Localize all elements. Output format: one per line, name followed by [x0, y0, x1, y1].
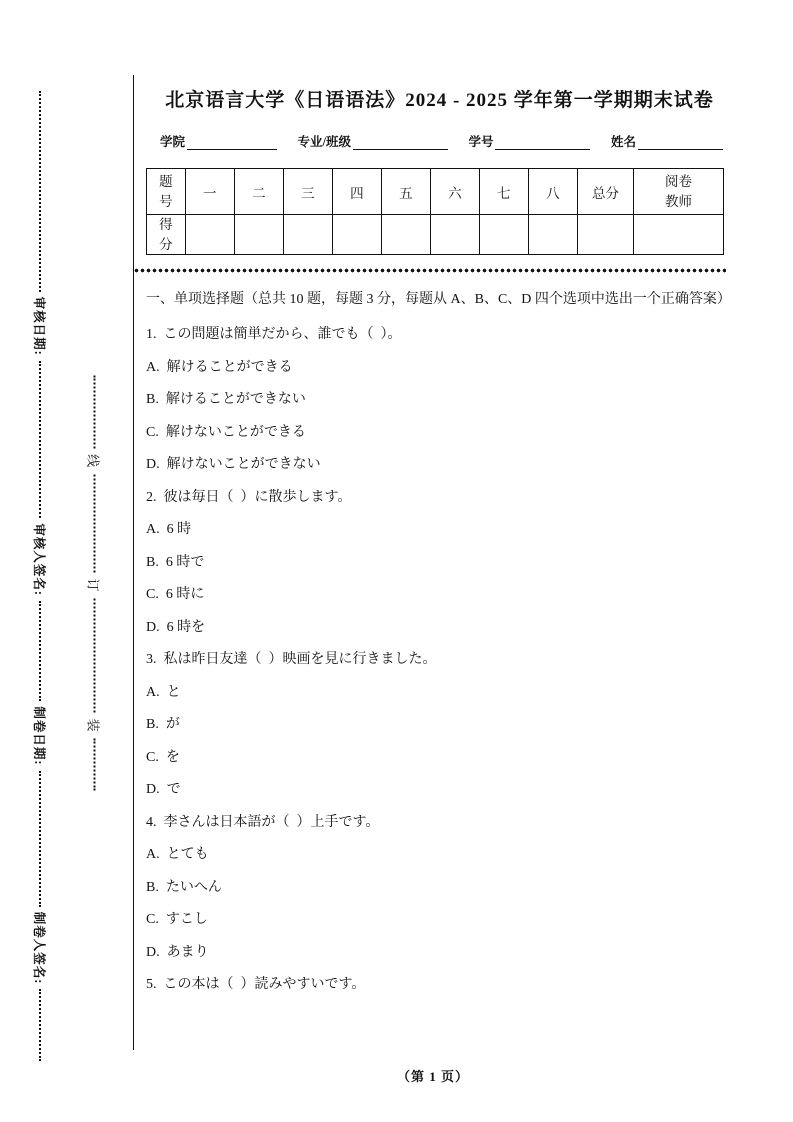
question-option: B. が [146, 717, 180, 733]
col-5: 五 [381, 169, 430, 215]
field-name [611, 132, 723, 150]
questions [146, 319, 733, 1002]
exam-title: 北京语言大学《日语语法》2024 - 2025 学年第一学期期末试卷 [165, 90, 714, 111]
dotted-leader [39, 771, 41, 907]
left-margin-strip [27, 91, 53, 1061]
score-cell-empty [234, 215, 283, 255]
exam-sheet [133, 75, 733, 1050]
field-student-id [468, 132, 590, 150]
binding-line-strip [82, 376, 108, 791]
score-cell-empty [479, 215, 528, 255]
binding-char-zhuang: 装 [86, 718, 101, 733]
score-cell-empty [381, 215, 430, 255]
score-label-cell [147, 215, 186, 255]
col-3: 三 [283, 169, 332, 215]
dotted-leader [94, 376, 96, 449]
score-cell-empty [332, 215, 381, 255]
col-4: 四 [332, 169, 381, 215]
dotted-leader [39, 361, 41, 519]
dotted-leader [39, 601, 41, 701]
student-info-row [160, 132, 723, 150]
question-option: C. を [146, 749, 180, 765]
question-option: B. たいへん [146, 879, 222, 895]
question-5 [146, 969, 733, 1002]
dotted-leader [94, 474, 96, 573]
score-cell-empty [185, 215, 234, 255]
margin-label-review-date: 审核日期: [32, 296, 46, 356]
question-stem: 1. この問題は簡単だから、誰でも（ ）。 [146, 327, 402, 343]
question-option: A. と [146, 684, 181, 700]
question-option: C. 解けないことができる [146, 424, 306, 440]
score-table-header-row [147, 169, 724, 215]
qnum-cell [147, 169, 186, 215]
question-stem: 3. 私は昨日友達（ ）映画を見に行きました。 [146, 652, 437, 668]
question-option: C. 6 時に [146, 587, 205, 603]
question-1 [146, 319, 733, 482]
field-label-name: 姓名 [610, 135, 636, 149]
question-option: C. すこし [146, 912, 208, 928]
dotted-leader [39, 989, 41, 1061]
score-table-score-row [147, 215, 724, 255]
question-4 [146, 807, 733, 970]
field-blank-student-id [495, 134, 590, 150]
margin-label-reviewer-signature: 审核人签名: [32, 523, 46, 597]
col-1: 一 [185, 169, 234, 215]
field-label-student-id: 学号 [468, 135, 494, 149]
dotted-separator [134, 268, 726, 273]
question-option: B. 解けることができない [146, 392, 306, 408]
question-3 [146, 644, 733, 807]
question-stem: 2. 彼は毎日（ ）に散歩します。 [146, 489, 352, 505]
field-blank-name [638, 134, 723, 150]
col-total: 总分 [577, 169, 633, 215]
question-option: D. で [146, 782, 181, 798]
question-2 [146, 482, 733, 645]
dotted-leader [39, 91, 41, 292]
col-6: 六 [430, 169, 479, 215]
field-blank-college [187, 134, 277, 150]
margin-label-making-date: 制卷日期: [32, 706, 46, 766]
question-option: D. あまり [146, 944, 209, 960]
grader-label: 阅卷教师 [665, 173, 693, 209]
field-class [298, 132, 448, 150]
dotted-leader [94, 739, 96, 791]
binding-char-ding: 订 [86, 578, 101, 593]
section-title: 一、单项选择题（总共 10 题，每题 3 分，每题从 A、B、C、D 四个选项中选出一个正确答案） [146, 292, 731, 308]
margin-label-maker-signature: 制卷人签名: [32, 911, 46, 985]
question-stem: 4. 李さんは日本語が（ ）上手です。 [146, 814, 380, 830]
score-cell-empty [577, 215, 633, 255]
grader-cell [634, 169, 724, 215]
col-7: 七 [479, 169, 528, 215]
field-label-college: 学院 [160, 135, 186, 149]
col-8: 八 [528, 169, 577, 215]
field-college [160, 132, 277, 150]
question-option: D. 解けないことができない [146, 457, 321, 473]
binding-char-xian: 线 [86, 454, 101, 469]
page-footer: （第 1 页） [396, 1069, 469, 1084]
score-cell-empty [283, 215, 332, 255]
score-cell-empty [528, 215, 577, 255]
question-option: A. とても [146, 847, 209, 863]
score-table [146, 168, 724, 255]
score-label: 得分 [159, 217, 173, 252]
field-label-class: 专业/班级 [297, 135, 351, 149]
col-2: 二 [234, 169, 283, 215]
question-option: A. 解けることができる [146, 359, 293, 375]
question-option: D. 6 時を [146, 619, 206, 635]
field-blank-class [353, 134, 448, 150]
dotted-leader [94, 599, 96, 713]
question-stem: 5. この本は（ ）読みやすいです。 [146, 977, 366, 993]
score-cell-empty [634, 215, 724, 255]
question-option: B. 6 時で [146, 554, 205, 570]
question-option: A. 6 時 [146, 522, 192, 538]
score-cell-empty [430, 215, 479, 255]
qnum-label: 题号 [159, 173, 173, 209]
